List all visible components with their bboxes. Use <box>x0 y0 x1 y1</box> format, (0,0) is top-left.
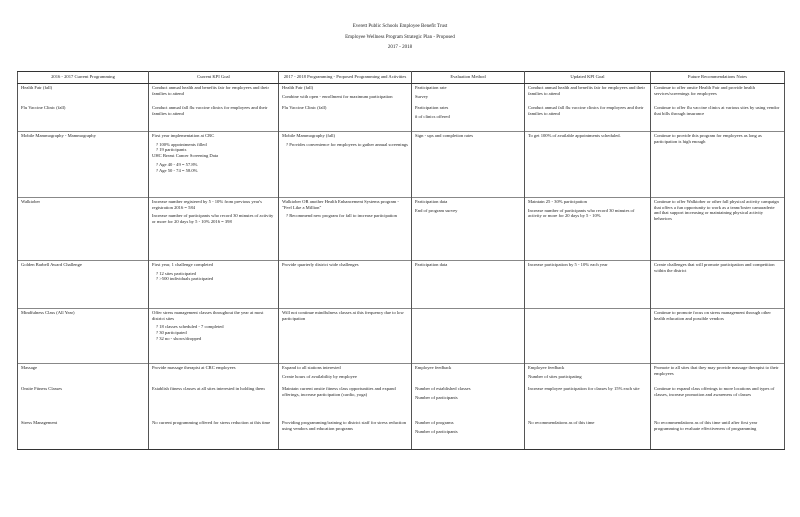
table-cell-2 <box>149 260 279 308</box>
cell-text: Provide massage therapist at CRC employees <box>152 364 236 370</box>
cell-text: Massage <box>21 364 38 370</box>
cell-text: Offer stress management classes throughout the year at most district sites <box>152 309 264 321</box>
table-cell-1 <box>18 419 149 449</box>
table-cell-3 <box>279 385 412 419</box>
cell-text: Participation rate <box>415 84 447 90</box>
table-cell-6 <box>651 131 785 197</box>
table-cell-6 <box>651 363 785 385</box>
table-cell-5 <box>525 83 651 104</box>
cell-text: Continue to offer flu vaccine clinics at various sites by using vendor that bills through insurance <box>654 105 780 117</box>
table-cell-4 <box>412 131 525 197</box>
cell-text: Promote to all sites that they may provide massage therapist to their employees <box>654 364 779 376</box>
header-plan-title: Employee Wellness Program Strategic Plan - Proposed <box>345 35 455 40</box>
table-row <box>18 260 785 308</box>
table-row <box>18 385 785 419</box>
cell-text: Walktober <box>21 198 41 204</box>
col-header-updated-kpi: Updated KPI Goal <box>525 72 651 84</box>
table-row <box>18 104 785 131</box>
table-row <box>18 83 785 104</box>
table-row <box>18 363 785 385</box>
table-cell-6 <box>651 419 785 449</box>
table-cell-5 <box>525 419 651 449</box>
cell-text: Increase employee participation for classes by 15% each site <box>528 386 640 392</box>
table-body <box>18 83 785 449</box>
cell-text: Increase number of participants who record 30 minutes of activity or more for 20 days by 5 - 10% <box>528 207 635 219</box>
bullet-item: ? Provides convenience for employees to gather annual screenings <box>282 142 408 148</box>
header-year: 2017 - 2018 <box>387 45 413 50</box>
cell-text: Create challenges that will promote participation and competition within the district <box>654 261 775 273</box>
cell-text: Number of sites participating <box>528 373 582 379</box>
cell-text: Conduct annual health and benefits fair for employees and their families to attend <box>152 84 269 96</box>
cell-text: Continue to provide this program for employees as long as participation is high enough <box>654 132 762 144</box>
cell-text: Maintain current onsite fitness class opportunities and expand offerings, increase participation (cardio, yoga) <box>282 386 396 398</box>
cell-text: Expand to all stations interested <box>282 364 341 370</box>
table-row <box>18 197 785 260</box>
cell-text: Employee feedback <box>415 364 452 370</box>
cell-text: UHC Breast Cancer Screening Data <box>152 153 219 159</box>
bullet-item: ? 19 participants <box>152 147 275 153</box>
cell-text: Establish fitness classes at all sites interested in holding them <box>152 386 265 392</box>
cell-text: Number of programs <box>415 420 454 426</box>
cell-text: Mobile Mammography - Mammography <box>21 132 96 138</box>
table-cell-6 <box>651 104 785 131</box>
table-cell-4 <box>412 419 525 449</box>
table-cell-1 <box>18 197 149 260</box>
bullet-item: ? 18 classes scheduled - 7 completed <box>152 324 275 330</box>
cell-text: Increase number of participants who record 30 minutes of activity or more for 20 days by 5 - 10% 2016 = 398 <box>152 213 274 225</box>
table-cell-3 <box>279 197 412 260</box>
cell-text: # of clinics offered <box>415 114 450 120</box>
table-cell-3 <box>279 419 412 449</box>
table-cell-1 <box>18 104 149 131</box>
cell-text: Create hours of availability by employee <box>282 373 357 379</box>
table-cell-4 <box>412 385 525 419</box>
bullet-item: ? 30 participated <box>152 330 275 336</box>
cell-text: Walktober OR another Health Enhancement Systems program - "Feel Like a Million" <box>282 198 399 210</box>
table-header-row <box>18 72 785 84</box>
table-cell-3 <box>279 363 412 385</box>
cell-text: Increase participation by 5 - 10% each year <box>528 261 608 267</box>
table-cell-6 <box>651 197 785 260</box>
table-cell-2 <box>149 385 279 419</box>
cell-text: Increase number registered by 5 - 10% from previous year's registration 2016 = 584 <box>152 198 262 210</box>
bullet-item: ? 32 no - shows/dropped <box>152 336 275 342</box>
cell-text: Flu Vaccine Clinic (fall) <box>21 105 66 111</box>
col-header-evaluation-method: Evaluation Method <box>412 72 525 84</box>
cell-text: Participation data <box>415 198 448 204</box>
table-row <box>18 308 785 363</box>
col-header-current-programming: 2016 - 2017 Current Programming <box>18 72 149 84</box>
table-cell-1 <box>18 385 149 419</box>
table-cell-4 <box>412 308 525 363</box>
table-cell-1 <box>18 131 149 197</box>
col-header-future-recommendations: Future Recommendations Notes <box>651 72 785 84</box>
cell-text: First year implementation at CRC <box>152 132 215 138</box>
header-organization: Everett Public Schools Employee Benefit Trust <box>352 24 448 29</box>
table-cell-3 <box>279 104 412 131</box>
cell-text: Continue to promote focus on stress management through other health education and possible vendors <box>654 309 771 321</box>
table-cell-5 <box>525 308 651 363</box>
table-cell-6 <box>651 385 785 419</box>
cell-text: Survey <box>415 93 429 99</box>
cell-text: Provide quarterly district wide challenges <box>282 261 359 267</box>
cell-text: Will not continue mindfulness classes at this frequency due to low participation <box>282 309 404 321</box>
table-cell-5 <box>525 104 651 131</box>
table-cell-1 <box>18 83 149 104</box>
cell-text: Continue to offer Walktober or other fall physical activity campaign that offers a fun opportunity to work as a team/foster camaraderie and that support increasing or maintaining physical activity behaviors <box>654 198 779 222</box>
table-cell-4 <box>412 260 525 308</box>
cell-text: Maintain 25 - 30% participation <box>528 198 587 204</box>
cell-text: Onsite Fitness Classes <box>21 386 63 392</box>
table-cell-4 <box>412 197 525 260</box>
table-cell-4 <box>412 83 525 104</box>
cell-text: Conduct annual health and benefits fair for employees and their families to attend <box>528 84 645 96</box>
table-cell-5 <box>525 260 651 308</box>
cell-text: Combine with open - enrollment for maximum participation <box>282 93 393 99</box>
table-cell-3 <box>279 308 412 363</box>
cell-text: Number of established classes <box>415 386 471 392</box>
table-cell-2 <box>149 83 279 104</box>
cell-text: Participation data <box>415 261 448 267</box>
cell-text: Mobile Mammography (fall) <box>282 132 336 138</box>
table-cell-1 <box>18 363 149 385</box>
bullet-item: ? 100% appointments filled <box>152 142 275 148</box>
table-row <box>18 419 785 449</box>
table-cell-5 <box>525 363 651 385</box>
col-header-proposed-programming: 2017 - 2018 Programming - Proposed Programming and Activities <box>279 72 412 84</box>
cell-text: End of program survey <box>415 207 458 213</box>
cell-text: Stress Management <box>21 420 58 426</box>
table-cell-5 <box>525 385 651 419</box>
bullet-item: ? Age 40 - 49 = 57.8% <box>152 162 275 168</box>
table-cell-2 <box>149 308 279 363</box>
cell-text: Number of participants <box>415 429 458 435</box>
table-cell-3 <box>279 131 412 197</box>
table-cell-4 <box>412 363 525 385</box>
col-header-current-kpi: Current KPI Goal <box>149 72 279 84</box>
table-cell-2 <box>149 131 279 197</box>
cell-text: Participation rates <box>415 105 449 111</box>
table-cell-2 <box>149 363 279 385</box>
cell-text: Conduct annual fall flu vaccine clinics for employees and their families to attend <box>152 105 268 117</box>
table-cell-6 <box>651 308 785 363</box>
bullet-item: ? Age 50 - 74 = 58.0% <box>152 168 275 174</box>
cell-text: Flu Vaccine Clinic (fall) <box>282 105 327 111</box>
table-cell-3 <box>279 260 412 308</box>
table-row <box>18 131 785 197</box>
cell-text: Continue to offer onsite Health Fair and provide health services/screenings for employees <box>654 84 755 96</box>
cell-text: Health Fair (fall) <box>21 84 53 90</box>
table-cell-5 <box>525 131 651 197</box>
cell-text: No recommendations as of this time <box>528 420 595 426</box>
cell-text: Number of participants <box>415 395 458 401</box>
table-cell-6 <box>651 83 785 104</box>
table-cell-2 <box>149 197 279 260</box>
cell-text: To get 100% of available appointments scheduled. <box>528 132 621 138</box>
cell-text: Conduct annual fall flu vaccine clinics for employees and their families to attend <box>528 105 644 117</box>
cell-text: Mindfulness Class (All Year) <box>21 309 75 315</box>
table-cell-2 <box>149 419 279 449</box>
cell-text: Sign - ups and completion rates <box>415 132 474 138</box>
strategic-plan-table <box>17 71 785 450</box>
cell-text: Continue to expand class offerings to more locations and types of classes, increase promotion and awareness of classes <box>654 386 775 398</box>
cell-text: First year, 1 challenge completed <box>152 261 213 267</box>
table-cell-1 <box>18 308 149 363</box>
table-cell-4 <box>412 104 525 131</box>
bullet-item: ? Recommend new program for fall to increase participation <box>282 213 408 219</box>
table-cell-6 <box>651 260 785 308</box>
cell-text: Golden Barbell Award Challenge <box>21 261 82 267</box>
cell-text: No current programming offered for stress reduction at this time <box>152 420 271 426</box>
table-cell-3 <box>279 83 412 104</box>
cell-text: Health Fair (fall) <box>282 84 314 90</box>
bullet-item: ? 12 sites participated <box>152 271 275 277</box>
table-cell-1 <box>18 260 149 308</box>
cell-text: No recommendations as of this time until after first year programming to evaluate effectiveness of programming <box>654 420 758 432</box>
cell-text: Employee feedback <box>528 364 565 370</box>
cell-text: Providing programming/training to district staff for stress reduction using vendors and education programs <box>282 420 407 432</box>
table-cell-2 <box>149 104 279 131</box>
table-cell-5 <box>525 197 651 260</box>
bullet-item: ? >500 individuals participated <box>152 276 275 282</box>
